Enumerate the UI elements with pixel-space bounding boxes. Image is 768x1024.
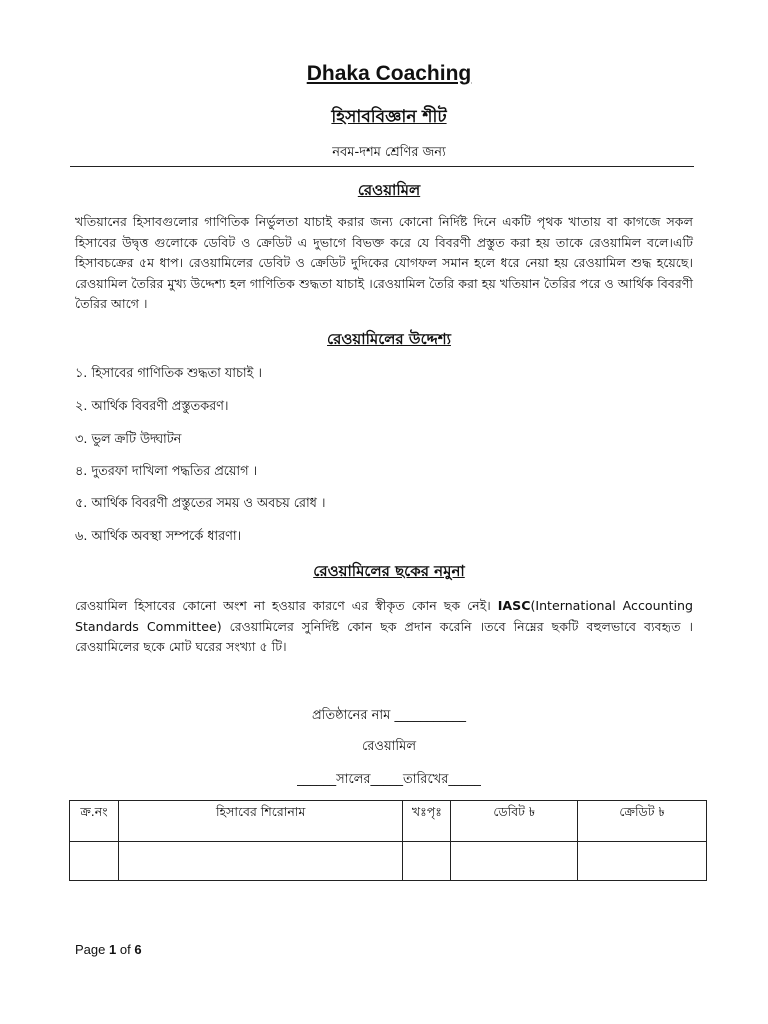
format-paragraph-text-rest: (International Accounting Standards Committee) রেওয়ামিলের সুনির্দিষ্ট কোন ছক প্রদান করেনি ।তবে নিম্নের ছকটি বহুলভাবে ব্যবহৃত । রেওয়ামিলের ছকে মোট ঘরের সংখ্যা ৫ টি। — [75, 598, 693, 654]
table-row — [70, 842, 707, 881]
definition-paragraph: খতিয়ানের হিসাবগুলোর গাণিতিক নির্ভুলতা যাচাই করার জন্য কোনো নির্দিষ্ট দিনে একটি পৃথক খাতায় বা কাগজে সকল হিসাবের উদ্বৃত্ত গুলোকে ডেবিট ও ক্রেডিট এ দুভাগে বিভক্ত করে যে বিবরণী প্রস্তুত করা হয় তাকে রেওয়ামিল বলে।এটি হিসাবচক্রের ৫ম ধাপ। রেওয়ামিলের ডেবিট ও ক্রেডিট দুদিকের যোগফল সমান হলে ধরে নেয়া হয় রেওয়ামিল শুদ্ধ হয়েছে। রেওয়ামিল তৈরির মুখ্য উদ্দেশ্য হল গাণিতিক শুদ্ধতা যাচাই ।রেওয়ামিল তৈরি করা হয় খতিয়ান তৈরির পরে ও আর্থিক বিবরণী তৈরির আগে । — [75, 214, 693, 311]
list-item: ৬. আর্থিক অবস্থা সম্পর্কে ধারণা। — [75, 529, 242, 544]
iasc-abbreviation: IASC — [497, 598, 531, 613]
table-cell — [451, 842, 578, 881]
column-header-debit: ডেবিট ৳ — [451, 801, 578, 842]
list-item: ৪. দুতরফা দাখিলা পদ্ধতির প্রয়োগ । — [75, 464, 258, 479]
date-line: ______সালের_____তারিখের_____ — [297, 772, 481, 787]
section-heading-objectives: রেওয়ামিলের উদ্দেশ্য — [327, 330, 451, 348]
format-paragraph-text: রেওয়ামিল হিসাবের কোনো অংশ না হওয়ার কারণে এর স্বীকৃত কোন ছক নেই। — [75, 598, 491, 613]
table-header-row — [70, 801, 707, 842]
subtitle: নবম-দশম শ্রেণির জন্য — [332, 145, 446, 160]
trial-balance-table — [69, 800, 707, 881]
column-header-account-title: হিসাবের শিরোনাম — [118, 801, 402, 842]
table-cell — [70, 842, 119, 881]
section-heading-format-sample: রেওয়ামিলের ছকের নমুনা — [313, 562, 465, 580]
table-cell — [578, 842, 707, 881]
form-title: রেওয়ামিল — [361, 739, 417, 754]
list-item: ১. হিসাবের গাণিতিক শুদ্ধতা যাচাই । — [75, 366, 262, 381]
of-word: of — [119, 942, 131, 957]
table-cell — [118, 842, 402, 881]
page-footer — [75, 942, 142, 957]
list-item: ২. আর্থিক বিবরণী প্রস্তুতকরণ। — [75, 399, 229, 414]
column-header-ledger-page: খঃপৃঃ — [403, 801, 451, 842]
table-cell — [403, 842, 451, 881]
current-page-number: 1 — [109, 942, 117, 957]
list-item: ৫. আর্থিক বিবরণী প্রস্তুতের সময় ও অবচয় রোধ । — [75, 496, 326, 511]
total-page-number: 6 — [134, 942, 142, 957]
format-paragraph — [75, 596, 693, 658]
section-heading-trial-balance: রেওয়ামিল — [357, 181, 421, 199]
header-divider — [70, 166, 694, 167]
column-header-serial: ক্র.নং — [70, 801, 119, 842]
page-word: Page — [75, 942, 106, 957]
column-header-credit: ক্রেডিট ৳ — [578, 801, 707, 842]
list-item: ৩. ভুল ক্রটি উদ্ঘাটন — [75, 432, 182, 447]
organization-name-line: প্রতিষ্ঠানের নাম ___________ — [311, 708, 467, 723]
brand-title: Dhaka Coaching — [306, 62, 472, 85]
sheet-title: হিসাববিজ্ঞান শীট — [331, 107, 447, 127]
